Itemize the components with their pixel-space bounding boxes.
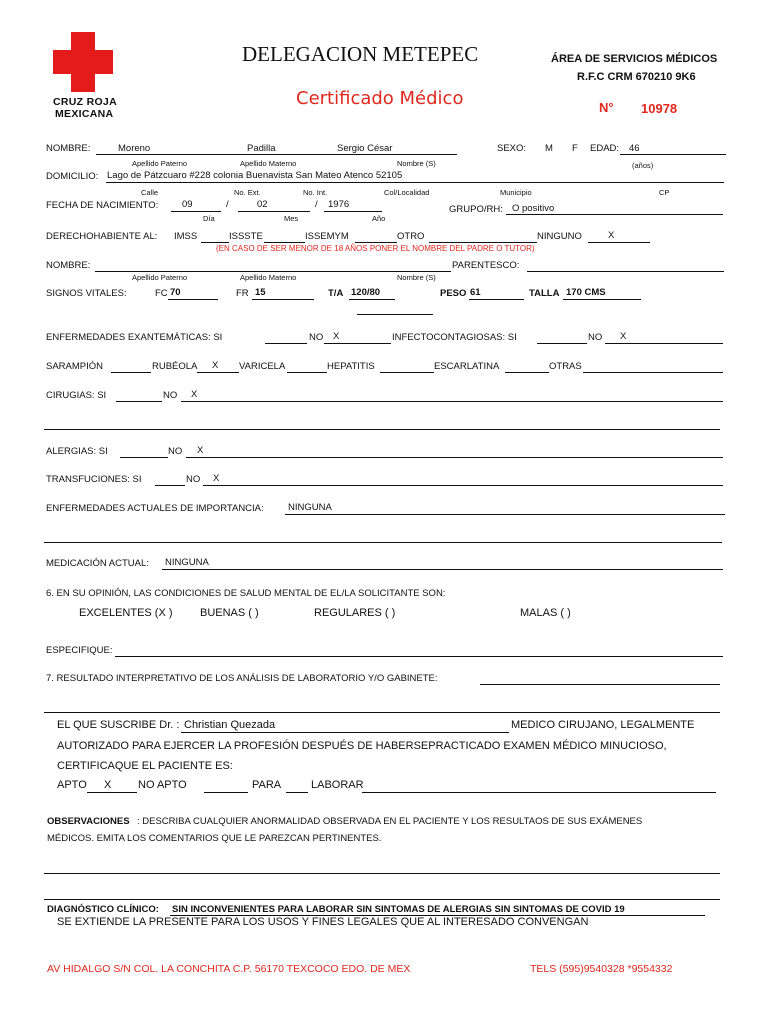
sub-noext: No. Ext. bbox=[234, 188, 261, 197]
footer-address: AV HIDALGO S/N COL. LA CONCHITA C.P. 56170 TEXCOCO EDO. DE MEX bbox=[47, 963, 411, 975]
sexo-m-option: M bbox=[545, 143, 553, 154]
no-apto-label: NO APTO bbox=[138, 779, 187, 791]
footer-phones: TELS (595)9540328 *9554332 bbox=[530, 963, 673, 975]
attestation-line3: CERTIFICAQUE EL PACIENTE ES: bbox=[57, 760, 233, 772]
diagnostico-value: SIN INCONVENIENTES PARA LABORAR SIN SINTOMAS DE ALERGIAS SIN SINTOMAS DE COVID 19 bbox=[172, 904, 625, 915]
sub-noint: No. Int. bbox=[303, 188, 328, 197]
issste-option: ISSSTE bbox=[229, 231, 263, 242]
laborar-label: LABORAR bbox=[311, 779, 364, 791]
certificate-title: Certificado Médico bbox=[296, 88, 464, 109]
diagnostico-label: DIAGNÓSTICO CLÍNICO: bbox=[47, 904, 159, 915]
peso-value: 61 bbox=[470, 287, 481, 298]
actuales-value: NINGUNA bbox=[288, 502, 332, 513]
sub-apellido-materno-2: Apellido Materno bbox=[240, 273, 297, 282]
cirugias-no: NO bbox=[163, 390, 178, 401]
attestation-prefix: EL QUE SUSCRIBE Dr. : bbox=[57, 719, 180, 731]
grupo-label: GRUPO/RH: bbox=[449, 204, 503, 215]
infecto-label: INFECTOCONTAGIOSAS: SI bbox=[392, 332, 517, 343]
para-label: PARA bbox=[252, 779, 282, 791]
attestation-line2: AUTORIZADO PARA EJERCER LA PROFESIÓN DESPUÉS DE HABERSEPRACTICADO EXAMEN MÉDICO MINUCIOSO, bbox=[57, 740, 667, 752]
logo-text-line2: MEXICANA bbox=[55, 108, 114, 120]
sub-cp: CP bbox=[659, 188, 670, 197]
sub-apellido-paterno-2: Apellido Paterno bbox=[132, 273, 188, 282]
cirugias-label: CIRUGIAS: SI bbox=[46, 390, 107, 401]
tutor-name-label: NOMBRE: bbox=[46, 260, 91, 271]
sub-ano: Año bbox=[372, 214, 386, 223]
observaciones-text1: : DESCRIBA CUALQUIER ANORMALIDAD OBSERVADA EN EL PACIENTE Y LOS RESULTAOS DE SUS EXÁMENES bbox=[137, 816, 643, 827]
sexo-label: SEXO: bbox=[497, 143, 527, 154]
sub-col: Col/Localidad bbox=[384, 188, 430, 197]
attestation-suffix: MEDICO CIRUJANO, LEGALMENTE bbox=[511, 719, 695, 731]
cirugias-mark: X bbox=[191, 389, 198, 400]
domicilio-label: DOMICILIO: bbox=[46, 171, 99, 182]
fecha-ano-value: 1976 bbox=[328, 199, 350, 210]
alergias-no: NO bbox=[168, 446, 183, 457]
hepatitis-label: HEPATITIS bbox=[327, 361, 375, 372]
sub-nombres-2: Nombre (S) bbox=[397, 273, 436, 282]
apellido-materno-value: Padilla bbox=[247, 143, 276, 154]
mental-question: 6. EN SU OPINIÓN, LAS CONDICIONES DE SALUD MENTAL DE EL/LA SOLICITANTE SON: bbox=[46, 588, 446, 599]
sub-apellido-materno: Apellido Materno bbox=[240, 159, 297, 168]
medicacion-value: NINGUNA bbox=[165, 557, 209, 568]
otras-label: OTRAS bbox=[549, 361, 582, 372]
extends-statement: SE EXTIENDE LA PRESENTE PARA LOS USOS Y FINES LEGALES QUE AL INTERESADO CONVENGAN bbox=[57, 916, 589, 928]
derechohabiente-label: DERECHOHABIENTE AL: bbox=[46, 231, 158, 242]
exantematicas-label: ENFERMEDADES EXANTEMÁTICAS: SI bbox=[46, 332, 223, 343]
mental-regulares: REGULARES ( ) bbox=[314, 607, 396, 619]
tutor-note: (EN CASO DE SER MENOR DE 18 AÑOS PONER EL NOMBRE DEL PADRE O TUTOR) bbox=[216, 244, 535, 253]
alergias-label: ALERGIAS: SI bbox=[46, 446, 108, 457]
logo-text-line1: CRUZ ROJA bbox=[53, 96, 117, 108]
escarlatina-label: ESCARLATINA bbox=[434, 361, 500, 372]
name-label: NOMBRE: bbox=[46, 143, 91, 154]
rfc-label: R.F.C CRM 670210 9K6 bbox=[577, 71, 696, 83]
sub-nombres: Nombre (S) bbox=[397, 159, 436, 168]
mental-buenas: BUENAS ( ) bbox=[200, 607, 259, 619]
exantematicas-mark: X bbox=[333, 331, 340, 342]
sub-mes: Mes bbox=[284, 214, 299, 223]
observaciones-text2: MÉDICOS. EMITA LOS COMENTARIOS QUE LE PAREZCAN PERTINENTES. bbox=[47, 833, 382, 844]
edad-value: 46 bbox=[629, 143, 640, 154]
observaciones-label: OBSERVACIONES bbox=[47, 816, 130, 827]
sub-anos: (años) bbox=[632, 161, 654, 170]
number-label: N° bbox=[599, 100, 614, 115]
apto-mark: X bbox=[104, 779, 112, 791]
talla-value: 170 CMS bbox=[566, 287, 606, 298]
ta-label: T/A bbox=[328, 288, 344, 299]
grupo-value: O positivo bbox=[512, 203, 555, 214]
fr-label: FR bbox=[236, 288, 249, 299]
ninguno-option: NINGUNO bbox=[537, 231, 582, 242]
mental-malas: MALAS ( ) bbox=[520, 607, 571, 619]
medicacion-label: MEDICACIÓN ACTUAL: bbox=[46, 558, 149, 569]
peso-label: PESO bbox=[440, 288, 467, 299]
certificate-number: 10978 bbox=[641, 101, 678, 116]
ninguno-mark: X bbox=[608, 230, 615, 241]
transfusiones-label: TRANSFUCIONES: SI bbox=[46, 474, 142, 485]
otro-option: OTRO bbox=[397, 231, 425, 242]
alergias-mark: X bbox=[197, 445, 204, 456]
infecto-mark: X bbox=[620, 331, 627, 342]
sub-dia: Día bbox=[203, 214, 215, 223]
transfusiones-mark: X bbox=[213, 473, 220, 484]
vitals-label: SIGNOS VITALES: bbox=[46, 288, 127, 299]
sarampion-label: SARAMPIÓN bbox=[46, 361, 104, 372]
imss-option: IMSS bbox=[174, 231, 198, 242]
varicela-label: VARICELA bbox=[239, 361, 286, 372]
apellido-paterno-value: Moreno bbox=[118, 143, 151, 154]
issemym-option: ISSEMYM bbox=[305, 231, 349, 242]
actuales-label: ENFERMEDADES ACTUALES DE IMPORTANCIA: bbox=[46, 503, 264, 514]
mental-excelentes: EXCELENTES (X ) bbox=[79, 607, 173, 619]
apto-label: APTO bbox=[57, 779, 87, 791]
nombres-value: Sergio César bbox=[337, 143, 393, 154]
fr-value: 15 bbox=[255, 287, 266, 298]
fc-label: FC bbox=[155, 288, 168, 299]
rubeola-label: RUBÉOLA bbox=[152, 361, 198, 372]
parentesco-label: PARENTESCO: bbox=[452, 260, 520, 271]
fecha-dia-value: 09 bbox=[182, 199, 193, 210]
sub-municipio: Municipio bbox=[500, 188, 532, 197]
transfusiones-no: NO bbox=[186, 474, 201, 485]
rubeola-mark: X bbox=[212, 360, 219, 371]
domicilio-value: Lago de Pátzcuaro #228 colonia Buenavista San Mateo Atenco 52105 bbox=[107, 170, 403, 181]
fecha-label: FECHA DE NACIMIENTO: bbox=[46, 200, 159, 211]
exantematicas-no: NO bbox=[309, 332, 324, 343]
delegation-title: DELEGACION METEPEC bbox=[242, 42, 479, 66]
sub-calle: Calle bbox=[141, 188, 159, 197]
lab-question: 7. RESULTADO INTERPRETATIVO DE LOS ANÁLISIS DE LABORATORIO Y/O GABINETE: bbox=[46, 673, 438, 684]
sub-apellido-paterno: Apellido Paterno bbox=[132, 159, 188, 168]
sexo-f-option: F bbox=[572, 143, 578, 154]
talla-label: TALLA bbox=[529, 288, 560, 299]
edad-label: EDAD: bbox=[590, 143, 620, 154]
area-label: ÁREA DE SERVICIOS MÉDICOS bbox=[551, 53, 718, 65]
cross-horizontal-bar bbox=[53, 50, 113, 74]
fecha-mes-value: 02 bbox=[257, 199, 268, 210]
doctor-name: Christian Quezada bbox=[184, 719, 276, 731]
especifique-label: ESPECIFIQUE: bbox=[46, 645, 113, 656]
fc-value: 70 bbox=[170, 287, 181, 298]
infecto-no: NO bbox=[588, 332, 603, 343]
ta-value: 120/80 bbox=[351, 287, 381, 298]
